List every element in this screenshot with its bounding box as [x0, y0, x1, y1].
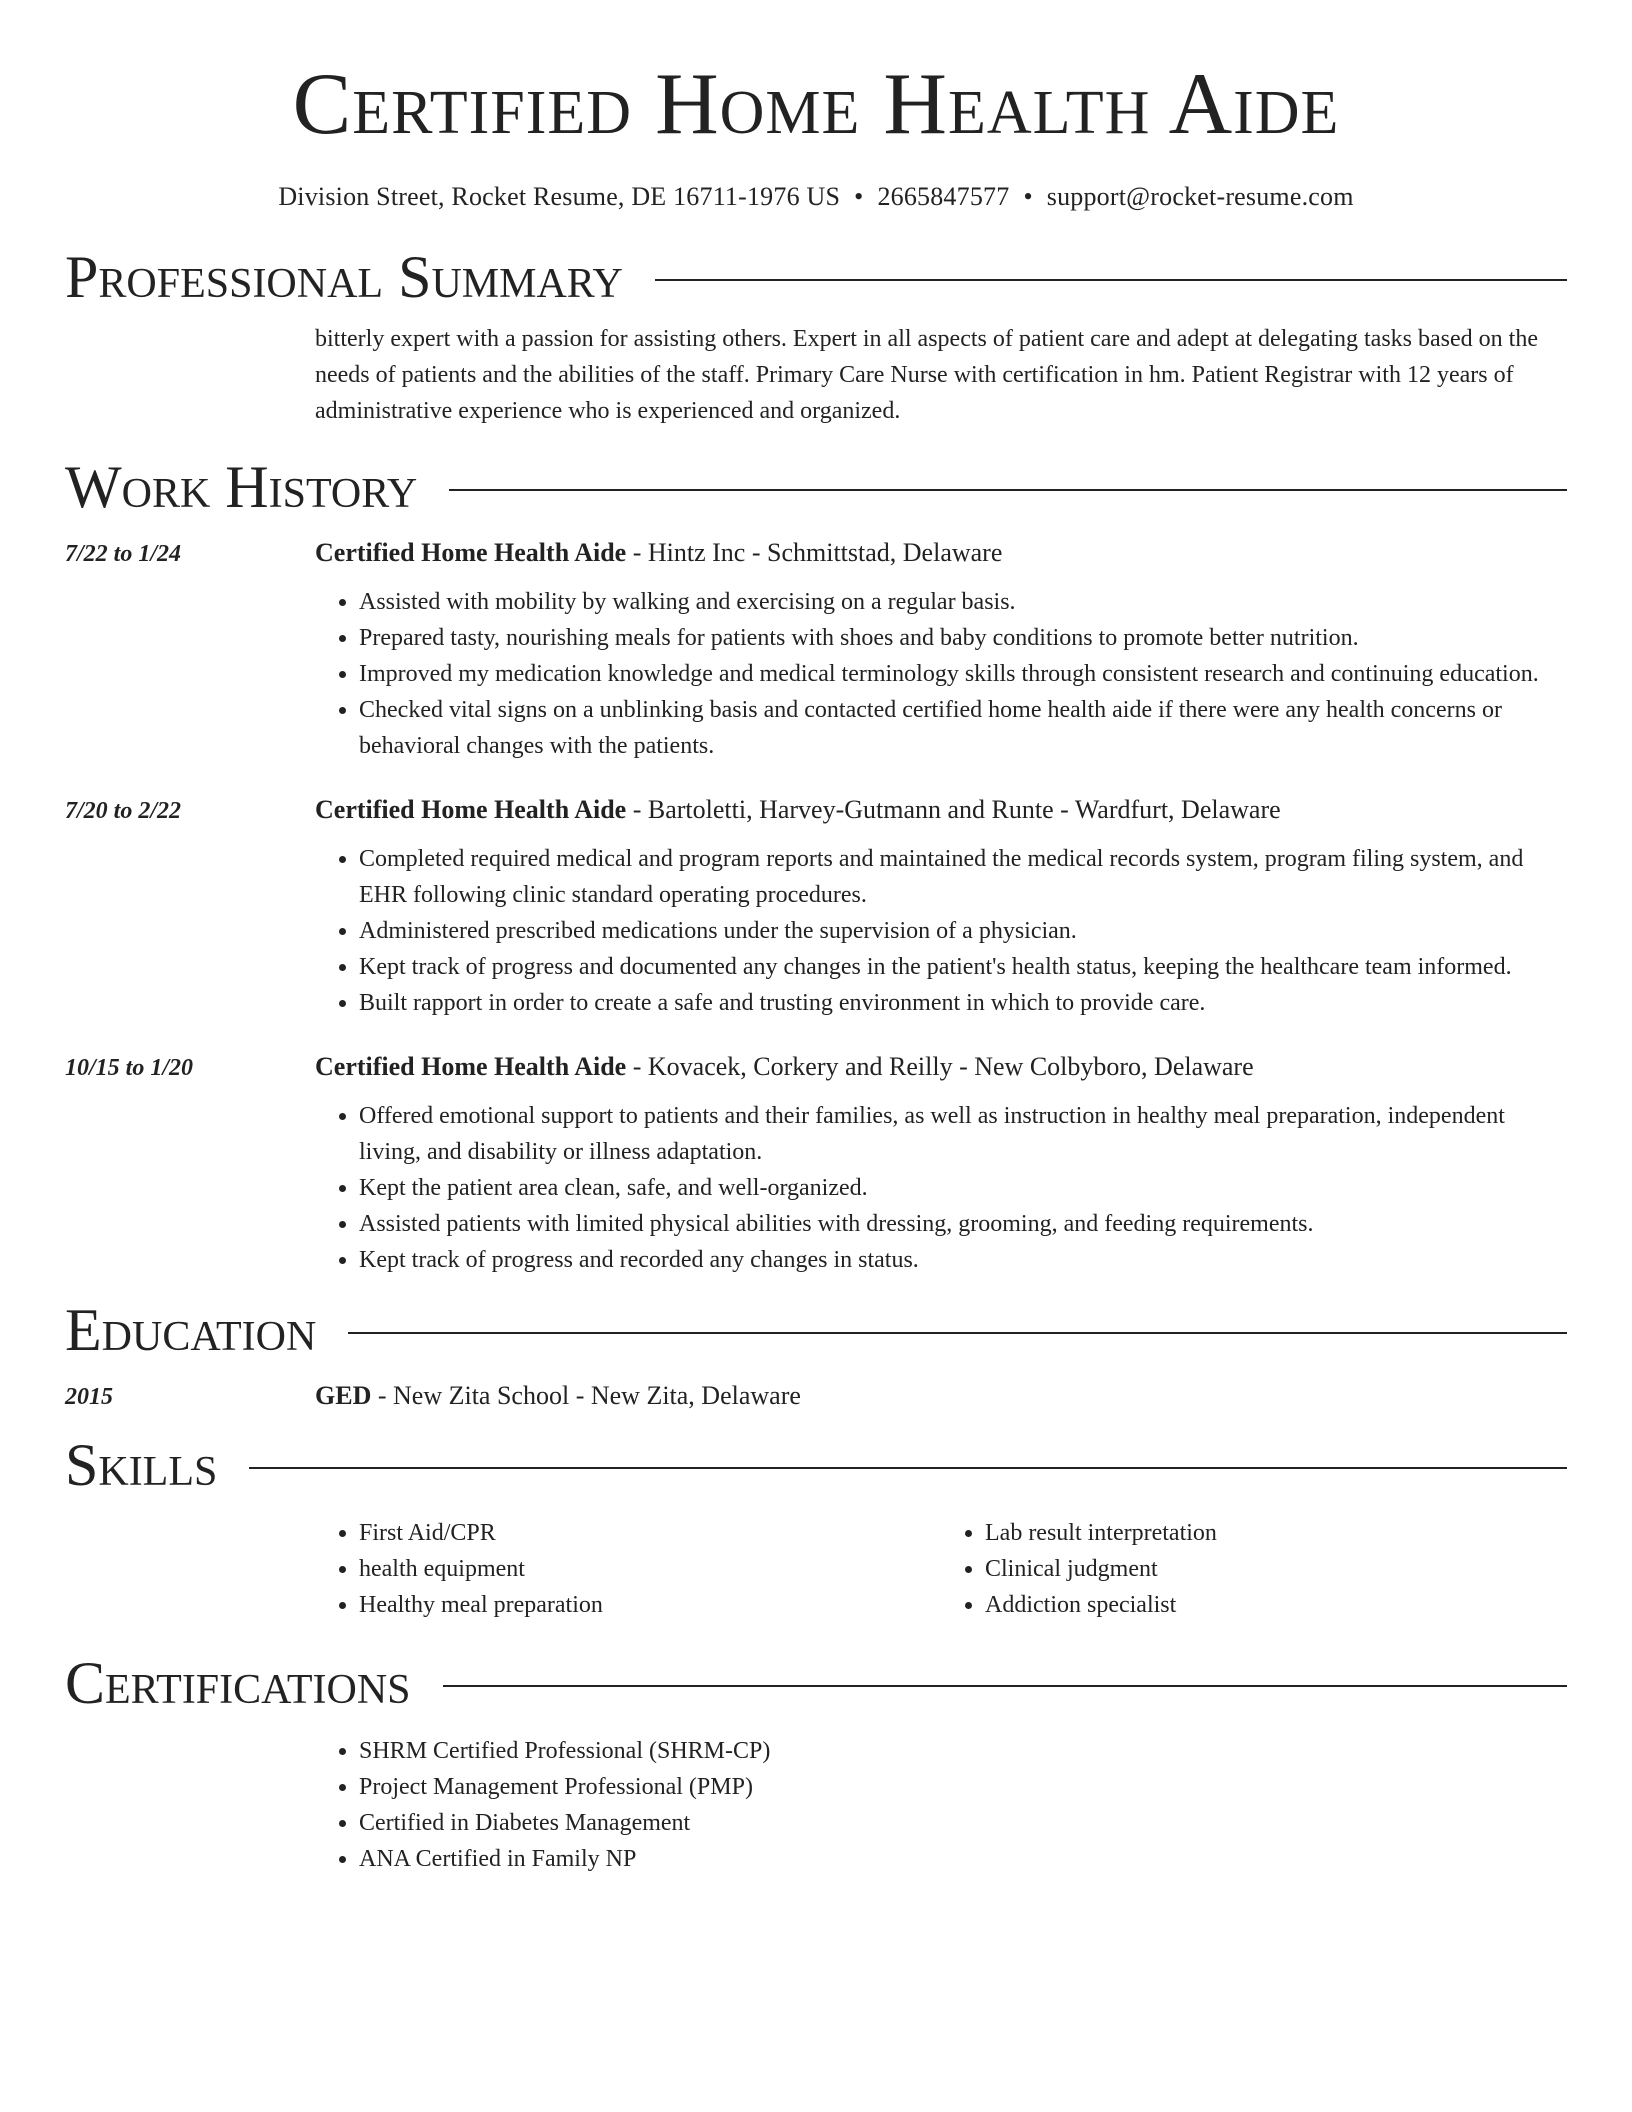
job-employer: - Hintz Inc - Schmittstad, Delaware: [626, 538, 1003, 567]
list-item: • Prepared tasty, nourishing meals for patients with shoes and baby conditions to promote better nutrition.: [359, 620, 1567, 656]
section-divider: [443, 1685, 1567, 1687]
education-entry: [65, 1380, 1567, 1413]
candidate-name: Certified Home Health Aide: [292, 56, 1340, 153]
education-title: Education: [65, 1297, 317, 1363]
skill-item: • Addiction specialist: [985, 1587, 1567, 1623]
job-entry: [65, 537, 1567, 764]
phone: 2665847577: [877, 182, 1010, 211]
list-item: • Kept track of progress and recorded any changes in status.: [359, 1242, 1567, 1278]
work-section-header: [65, 454, 1567, 520]
list-item: • Built rapport in order to create a safe and trusting environment in which to provide care.: [359, 985, 1567, 1021]
skills-left-column: [315, 1515, 941, 1623]
job-title-line: [315, 1051, 1254, 1083]
certification-item: • Certified in Diabetes Management: [359, 1805, 1567, 1841]
job-entry: [65, 1051, 1567, 1278]
job-dates: 7/20 to 2/22: [65, 798, 182, 824]
job-title-line: [315, 537, 1002, 569]
education-year: 2015: [65, 1384, 113, 1410]
work-title: Work History: [65, 454, 418, 520]
section-divider: [449, 489, 1567, 491]
job-employer: - Bartoletti, Harvey-Gutmann and Runte - Wardfurt, Delaware: [626, 795, 1281, 824]
job-dates: 10/15 to 1/20: [65, 1055, 194, 1081]
job-entry: [65, 794, 1567, 1021]
skills-section-header: [65, 1432, 1567, 1498]
skill-item: • Clinical judgment: [985, 1551, 1567, 1587]
education-section-header: [65, 1297, 1567, 1363]
job-header: [65, 1051, 1567, 1084]
certifications-section-header: [65, 1650, 1567, 1716]
certifications-list: [315, 1733, 1567, 1877]
contact-line: [65, 181, 1567, 213]
job-bullets: [315, 1098, 1567, 1278]
skill-item: • Lab result interpretation: [985, 1515, 1567, 1551]
list-item: • Kept track of progress and documented any changes in the patient's health status, keeping the healthcare team informed.: [359, 949, 1567, 985]
education-school: - New Zita School - New Zita, Delaware: [371, 1381, 801, 1410]
job-bullets: [315, 841, 1567, 1021]
separator-dot: •: [854, 182, 864, 211]
certifications-title: Certifications: [65, 1650, 411, 1716]
list-item: • Kept the patient area clean, safe, and well-organized.: [359, 1170, 1567, 1206]
job-header: [65, 794, 1567, 827]
education-line: [315, 1380, 801, 1412]
summary-text: bitterly expert with a passion for assisting others. Expert in all aspects of patient care and adept at delegating tasks based on the needs of patients and the abilities of the staff. Primary Care Nurse with certification in hm. Patient Registrar with 12 years of administrative experience who is experienced and organized.: [315, 326, 1538, 424]
list-item: • Assisted patients with limited physical abilities with dressing, grooming, and feeding requirements.: [359, 1206, 1567, 1242]
skills-title: Skills: [65, 1432, 218, 1498]
job-role: Certified Home Health Aide: [315, 1052, 627, 1081]
skill-item: • health equipment: [359, 1551, 941, 1587]
job-title-line: [315, 794, 1281, 826]
skill-item: • Healthy meal preparation: [359, 1587, 941, 1623]
list-item: • Administered prescribed medications under the supervision of a physician.: [359, 913, 1567, 949]
skills-right-column: [941, 1515, 1567, 1623]
email: support@rocket-resume.com: [1046, 182, 1354, 211]
list-item: • Assisted with mobility by walking and exercising on a regular basis.: [359, 584, 1567, 620]
job-employer: - Kovacek, Corkery and Reilly - New Colbyboro, Delaware: [626, 1052, 1254, 1081]
summary-body: [315, 321, 1567, 429]
section-divider: [348, 1332, 1567, 1334]
education-degree: GED: [315, 1381, 372, 1410]
skill-item: • First Aid/CPR: [359, 1515, 941, 1551]
list-item: • Improved my medication knowledge and medical terminology skills through consistent research and continuing education.: [359, 656, 1567, 692]
job-bullets: [315, 584, 1567, 764]
summary-section-header: [65, 244, 1567, 310]
list-item: • Checked vital signs on a unblinking basis and contacted certified home health aide if there were any health concerns or behavioral changes with the patients.: [359, 692, 1567, 764]
section-divider: [249, 1467, 1567, 1469]
job-header: [65, 537, 1567, 570]
section-divider: [655, 279, 1567, 281]
address: Division Street, Rocket Resume, DE 16711-1976 US: [278, 182, 841, 211]
list-item: • Offered emotional support to patients and their families, as well as instruction in healthy meal preparation, independent living, and disability or illness adaptation.: [359, 1098, 1567, 1170]
certification-item: • SHRM Certified Professional (SHRM-CP): [359, 1733, 1567, 1769]
job-role: Certified Home Health Aide: [315, 538, 627, 567]
job-role: Certified Home Health Aide: [315, 795, 627, 824]
separator-dot: •: [1023, 182, 1033, 211]
job-dates: 7/22 to 1/24: [65, 541, 182, 567]
summary-title: Professional Summary: [65, 244, 623, 310]
skills-grid: [315, 1515, 1567, 1623]
certification-item: • Project Management Professional (PMP): [359, 1769, 1567, 1805]
certification-item: • ANA Certified in Family NP: [359, 1841, 1567, 1877]
list-item: • Completed required medical and program reports and maintained the medical records system, program filing system, and EHR following clinic standard operating procedures.: [359, 841, 1567, 913]
